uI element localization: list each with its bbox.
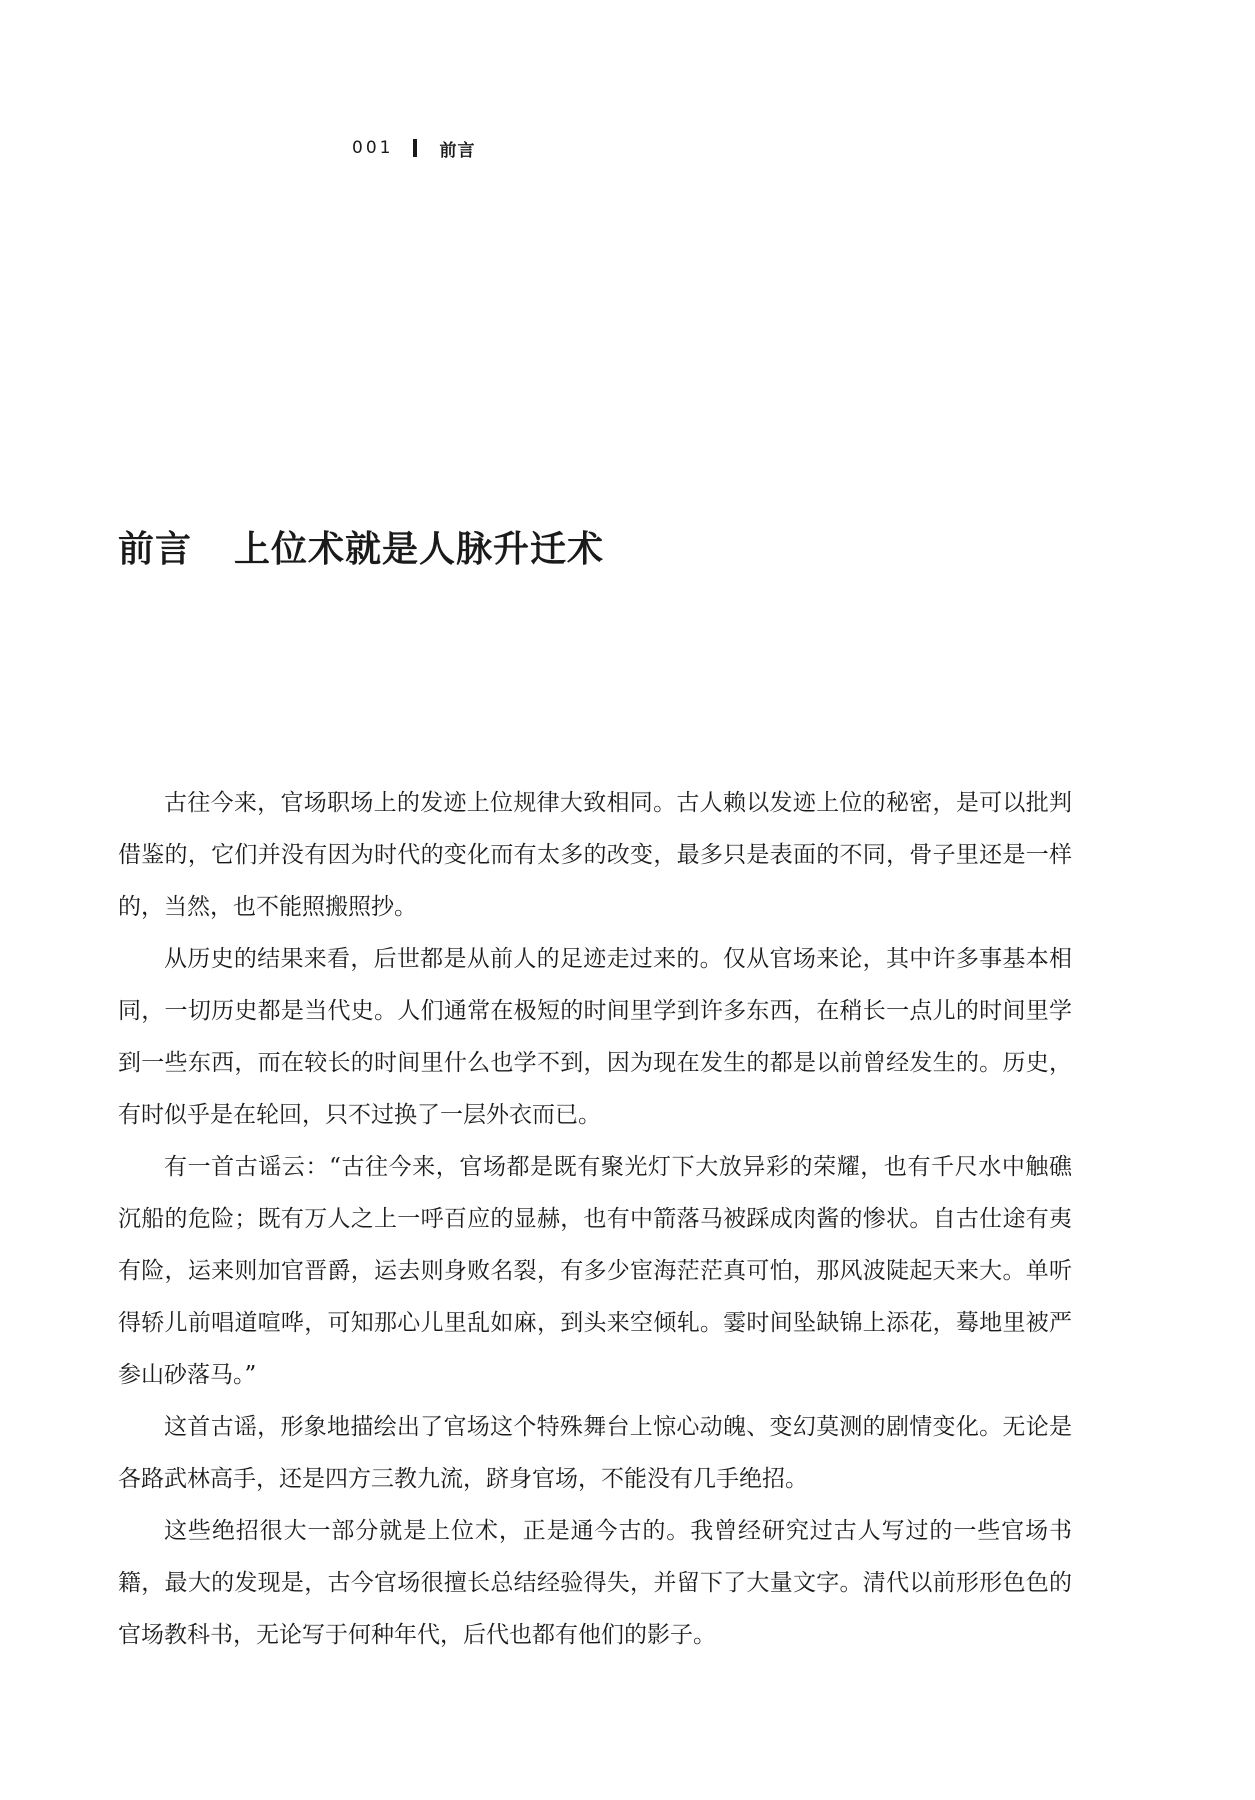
chapter-title: 上位术就是人脉升迁术 [234,529,605,570]
header-separator [413,139,417,157]
chapter-heading [118,528,604,572]
paragraph: 这些绝招很大一部分就是上位术，正是通今古的。我曾经研究过古人写过的一些官场书籍，最大的发现是，古今官场很擅长总结经验得失，并留下了大量文字。清代以前形形色色的官场教科书，无论写于何种年代，后代也都有他们的影子。 [118,1518,1072,1648]
running-header [352,133,475,163]
paragraph: 有一首古谣云：“古往今来，官场都是既有聚光灯下大放异彩的荣耀，也有千尺水中触礁沉船的危险；既有万人之上一呼百应的显赫，也有中箭落马被踩成肉酱的惨状。自古仕途有夷有险，运来则加官晋爵，运去则身败名裂，有多少宦海茫茫真可怕，那风波陡起天来大。单听得轿儿前唱道喧哗，可知那心儿里乱如麻，到头来空倾轧。霎时间坠缺锦上添花，蓦地里被严参山砂落马。” [118,1154,1072,1388]
header-section-name: 前言 [439,140,476,161]
paragraph: 从历史的结果来看，后世都是从前人的足迹走过来的。仅从官场来论，其中许多事基本相同，一切历史都是当代史。人们通常在极短的时间里学到许多东西，在稍长一点儿的时间里学到一些东西，而在较长的时间里什么也学不到，因为现在发生的都是以前曾经发生的。历史，有时似乎是在轮回，只不过换了一层外衣而已。 [118,946,1072,1128]
page-number: 001 [352,138,394,158]
body-text [118,777,1072,1661]
paragraph: 这首古谣，形象地描绘出了官场这个特殊舞台上惊心动魄、变幻莫测的剧情变化。无论是各路武林高手，还是四方三教九流，跻身官场，不能没有几手绝招。 [118,1414,1072,1492]
chapter-label: 前言 [118,529,193,570]
paragraph: 古往今来，官场职场上的发迹上位规律大致相同。古人赖以发迹上位的秘密，是可以批判借鉴的，它们并没有因为时代的变化而有太多的改变，最多只是表面的不同，骨子里还是一样的，当然，也不能照搬照抄。 [118,790,1072,920]
